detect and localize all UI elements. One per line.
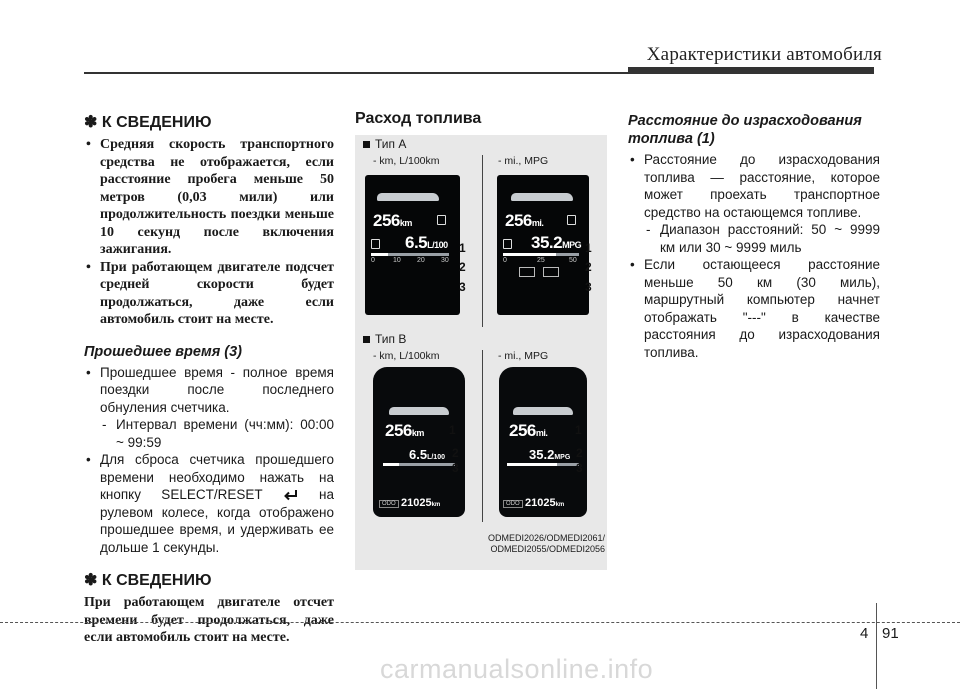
unit-km-label: - km, L/100km: [373, 155, 440, 167]
unit-mi-label: - mi., MPG: [498, 350, 549, 362]
callout-2: 2: [452, 446, 459, 460]
scale-tick: 0: [371, 257, 375, 264]
list-item: • Если остающееся расстояние меньше 50 км (30 миль), маршрутный компьютер начнет отображать "---" в качестве расстояния до израсходования топлива.: [628, 256, 880, 361]
section-number: 4: [860, 625, 869, 642]
section-body: [84, 364, 334, 557]
enter-icon: [283, 489, 299, 501]
consumption-readout: 6.5L/100: [409, 447, 445, 462]
list-item-dash: - Интервал времени (чч:мм): 00:00 ~ 99:59: [84, 416, 334, 451]
fuel-pump-icon-small: [371, 239, 380, 249]
watermark: carmanualsonline.info: [380, 654, 654, 684]
figure-caption: ODMEDI2026/ODMEDI2061/ ODMEDI2055/ODMEDI2056: [487, 533, 605, 554]
callout-3: 3: [576, 461, 583, 475]
scale-tick: 20: [417, 257, 425, 264]
car-icon: [389, 407, 449, 415]
right-column: [628, 112, 880, 361]
callout-3: 3: [585, 280, 592, 294]
reset-text-start: Для сброса счетчика прошедшего времени необходимо нажать на кнопку SELECT/RESET: [100, 452, 334, 502]
range-readout: 256mi.: [505, 211, 544, 230]
unit-mi-label: - mi., MPG: [498, 155, 549, 167]
mpg-bar: [503, 253, 579, 256]
scale-tick: 10: [393, 257, 401, 264]
cluster-screen-a-mi: [497, 175, 589, 315]
callout-2: 2: [576, 446, 583, 460]
range-readout: 256km: [385, 421, 424, 440]
scale-tick: 50: [569, 257, 577, 264]
page-number: 91: [882, 625, 899, 642]
car-icon: [513, 407, 573, 415]
footer-rule: [0, 622, 960, 623]
note-heading: ✽ К СВЕДЕНИЮ: [84, 114, 212, 131]
page-header-title: Характеристики автомобиля: [646, 44, 882, 65]
range-readout: 256mi.: [509, 421, 548, 440]
list-item: • Расстояние до израсходования топлива — расстояние, которое может проехать транспортное средство на остающемся топливе.: [628, 151, 880, 221]
header-rule-thick: [628, 67, 874, 74]
section-heading: Расстояние до израсходования топлива (1): [628, 113, 862, 147]
consumption-readout: 6.5L/100: [405, 233, 448, 252]
callout-1: 1: [585, 241, 592, 255]
scale-tick: 30: [441, 257, 449, 264]
cluster-screen-b-mi: [499, 367, 587, 517]
list-item: • Средняя скорость транспортного средства не отображается, если расстояние пробега меньше 50 метров (0,03 мили) или продолжительность поездки меньше 10 секунд после включения зажигания.: [84, 136, 334, 259]
odometer-readout: 21025km: [401, 497, 441, 509]
callout-1: 1: [449, 423, 456, 437]
callout-3: 3: [452, 461, 459, 475]
list-item: • Прошедшее время - полное время поездки после последнего обнуления счетчика.: [84, 364, 334, 417]
illustration-panel: [355, 135, 607, 570]
mpg-readout: 35.2MPG: [531, 233, 582, 252]
mpg-readout: 35.2MPG: [529, 447, 571, 462]
down-button-icon: [519, 267, 535, 277]
section-heading: Прошедшее время (3): [84, 343, 242, 360]
divider: [482, 155, 483, 327]
type-b-label: Тип B: [363, 332, 406, 346]
range-readout: 256km: [373, 211, 412, 230]
enter-button-icon: [543, 267, 559, 277]
callout-3: 3: [459, 280, 466, 294]
consumption-bar: [371, 253, 449, 256]
note-heading: ✽ К СВЕДЕНИЮ: [84, 572, 212, 589]
odo-tag: ODO: [379, 500, 399, 508]
list-item: [84, 451, 334, 556]
divider: [482, 350, 483, 522]
cluster-screen-b-km: [373, 367, 465, 517]
callout-2: 2: [459, 260, 466, 274]
left-column: [84, 112, 334, 647]
scale-tick: 0: [503, 257, 507, 264]
callout-2: 2: [585, 260, 592, 274]
list-item: • При работающем двигателе подсчет средней скорости будет продолжаться, даже если автомобиль стоит на месте.: [84, 259, 334, 329]
car-icon: [511, 193, 573, 201]
reset-text-end: на рулевом колесе, когда отображено прошедшее время, и удерживать ее дольше 1 секунды.: [100, 487, 334, 555]
note-body: [84, 136, 334, 329]
scale-tick: 25: [537, 257, 545, 264]
footer-divider: [876, 603, 877, 689]
odo-tag: ODO: [503, 500, 523, 508]
fuel-pump-icon: [567, 215, 576, 225]
consumption-bar: [383, 463, 455, 466]
fuel-consumption-title: Расход топлива: [355, 110, 482, 127]
odometer-readout: 21025km: [525, 497, 565, 509]
note-body: При работающем двигателе отсчет времени будет продолжаться, даже если автомобиль стоит на месте.: [84, 595, 334, 645]
mpg-bar: [507, 463, 579, 466]
unit-km-label: - km, L/100km: [373, 350, 440, 362]
list-item-dash: - Диапазон расстояний: 50 ~ 9999 км или 30 ~ 9999 миль: [628, 221, 880, 256]
section-body: [628, 151, 880, 361]
callout-1: 1: [575, 423, 582, 437]
car-icon: [377, 193, 439, 201]
callout-1: 1: [459, 241, 466, 255]
cluster-screen-a-km: [365, 175, 460, 315]
type-a-label: Тип A: [363, 137, 406, 151]
fuel-pump-icon-small: [503, 239, 512, 249]
fuel-pump-icon: [437, 215, 446, 225]
